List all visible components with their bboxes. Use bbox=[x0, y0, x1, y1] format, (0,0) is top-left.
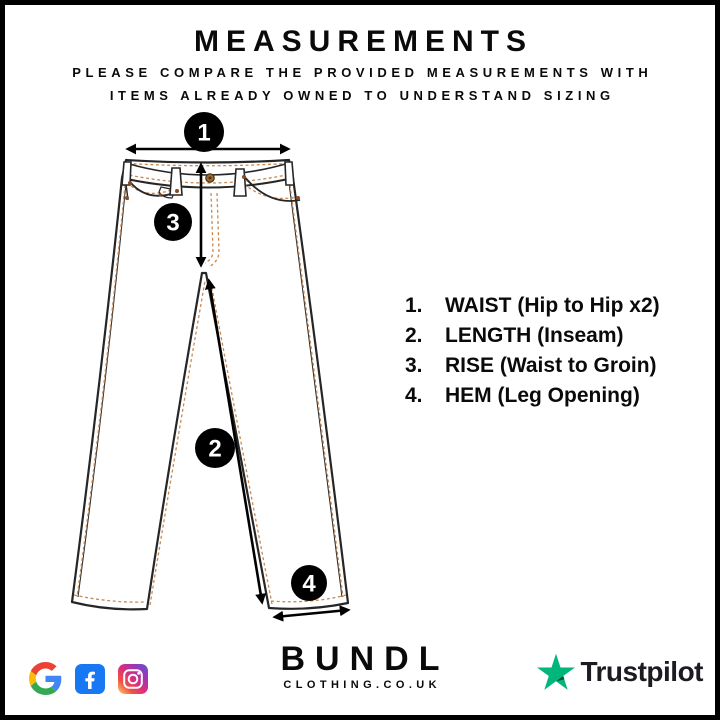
subtitle-line-2: ITEMS ALREADY OWNED TO UNDERSTAND SIZING bbox=[109, 88, 615, 103]
legend-item-length bbox=[405, 321, 660, 351]
jeans-outline bbox=[72, 160, 348, 609]
marker-rise bbox=[154, 203, 192, 241]
legend-label: LENGTH (Inseam) bbox=[445, 324, 624, 347]
subtitle-line-1: PLEASE COMPARE THE PROVIDED MEASUREMENTS WITH bbox=[72, 65, 653, 80]
measurement-legend bbox=[405, 291, 660, 411]
trustpilot-star-icon bbox=[537, 653, 575, 691]
legend-item-hem bbox=[405, 381, 660, 411]
marker-length bbox=[195, 428, 235, 468]
legend-number: 3. bbox=[405, 354, 423, 377]
legend-number: 2. bbox=[405, 324, 423, 347]
brand-domain: CLOTHING.CO.UK bbox=[283, 679, 441, 691]
trustpilot-label: Trustpilot bbox=[580, 656, 703, 687]
page-subtitle bbox=[5, 61, 715, 107]
legend-number: 1. bbox=[405, 294, 423, 317]
marker-waist-number: 1 bbox=[197, 119, 211, 147]
hem-arrow bbox=[275, 610, 348, 617]
marker-rise-number: 3 bbox=[166, 209, 180, 237]
brand-name: BUNDL bbox=[280, 640, 450, 678]
page-title: MEASUREMENTS bbox=[193, 25, 533, 58]
legend-label: HEM (Leg Opening) bbox=[445, 384, 640, 407]
legend-item-rise bbox=[405, 351, 660, 381]
marker-hem-number: 4 bbox=[302, 570, 316, 598]
legend-label: RISE (Waist to Groin) bbox=[445, 354, 657, 377]
trustpilot-logo[interactable] bbox=[537, 653, 703, 691]
legend-number: 4. bbox=[405, 384, 423, 407]
jeans-measurement-diagram bbox=[60, 105, 400, 630]
marker-length-number: 2 bbox=[208, 435, 222, 463]
legend-item-waist bbox=[405, 291, 660, 321]
legend-label: WAIST (Hip to Hip x2) bbox=[445, 294, 660, 317]
marker-hem bbox=[291, 565, 327, 601]
marker-waist bbox=[184, 112, 224, 152]
